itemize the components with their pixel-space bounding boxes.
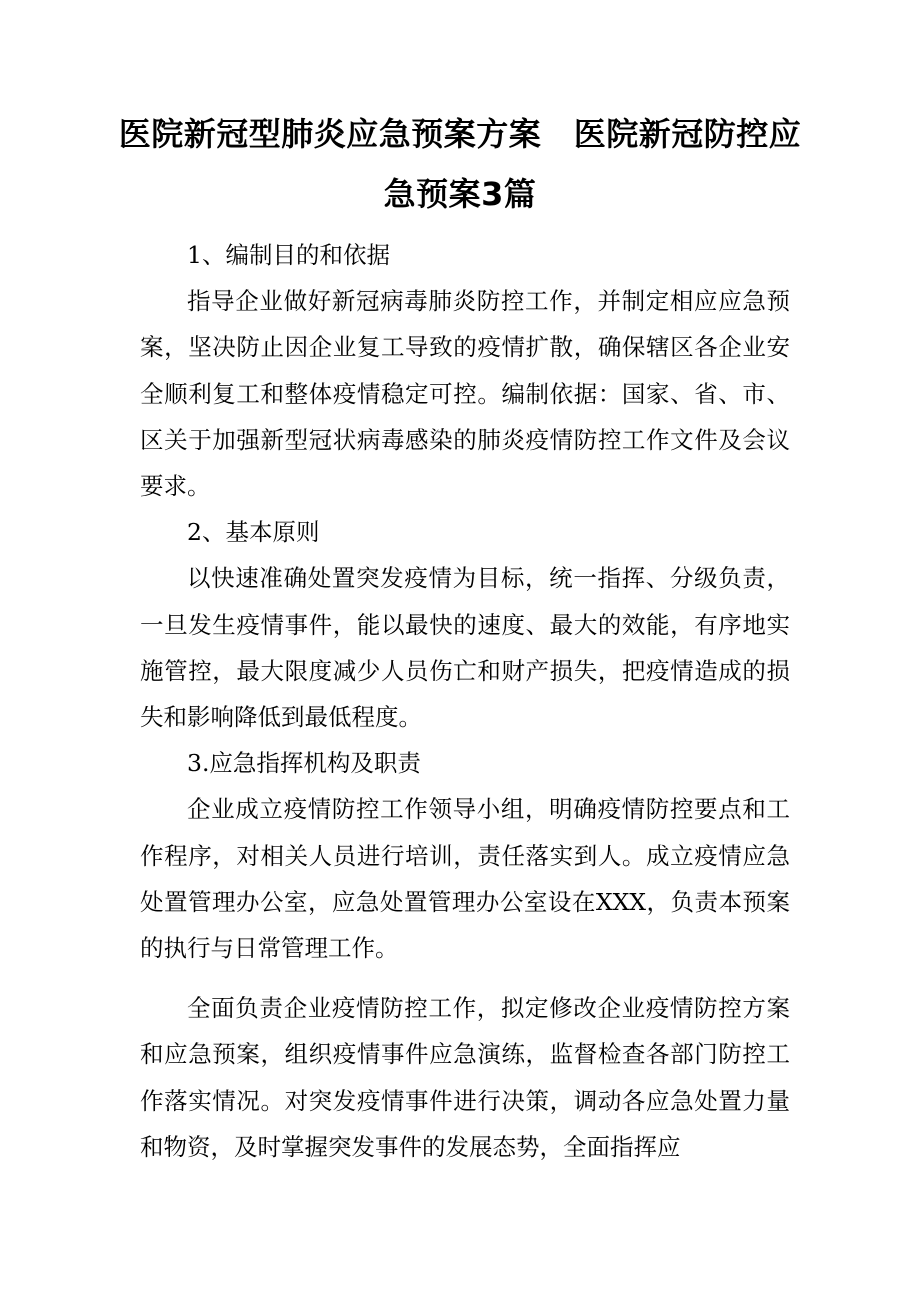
section-heading-3: 3.应急指挥机构及职责 — [187, 749, 421, 778]
paragraph-principles: 以快速准确处置突发疫情为目标，统一指挥、分级负责，一旦发生疫情事件，能以最快的速度、最大的效能，有序地实施管控，最大限度减少人员伤亡和财产损失，把疫情造成的损失和影响降低到最低程度。 — [140, 564, 790, 732]
paragraph-purpose: 指导企业做好新冠病毒肺炎防控工作，并制定相应应急预案，坚决防止因企业复工导致的疫情扩散，确保辖区各企业安全顺利复工和整体疫情稳定可控。编制依据：国家、省、市、区关于加强新型冠状病毒感染的肺炎疫情防控工作文件及会议要求。 — [140, 287, 790, 501]
paragraph-responsibilities: 全面负责企业疫情防控工作，拟定修改企业疫情防控方案和应急预案，组织疫情事件应急演练，监督检查各部门防控工作落实情况。对突发疫情事件进行决策，调动各应急处置力量和物资，及时掌握突发事件的发展态势，全面指挥应 — [140, 994, 790, 1161]
section-heading-2: 2、基本原则 — [187, 518, 320, 547]
document-title: 医院新冠型肺炎应急预案方案 医院新冠防控应急预案3篇 — [118, 115, 802, 213]
paragraph-organization: 企业成立疫情防控工作领导小组，明确疫情防控要点和工作程序，对相关人员进行培训，责任落实到人。成立疫情应急处置管理办公室，应急处置管理办公室设在XXX，负责本预案的执行与日常管理工作。 — [140, 795, 790, 963]
document-body — [140, 232, 790, 1170]
section-heading-1: 1、编制目的和依据 — [187, 241, 390, 269]
